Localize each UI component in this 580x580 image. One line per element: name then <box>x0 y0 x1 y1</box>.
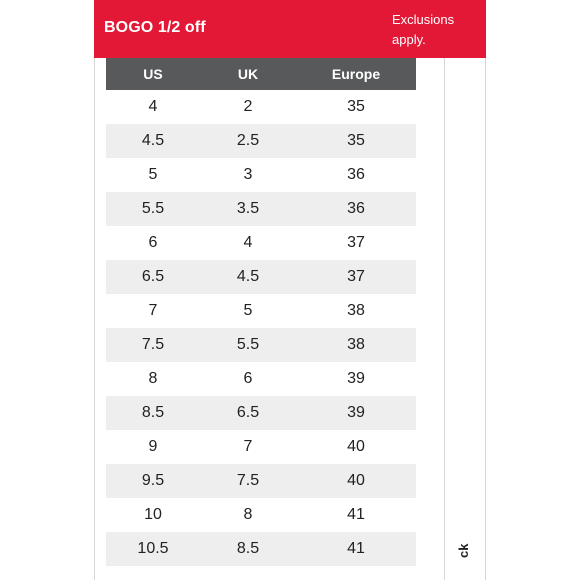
table-header-row <box>106 58 416 90</box>
uk-size-cell: 4.5 <box>200 260 296 294</box>
us-size-cell: 8.5 <box>106 396 200 430</box>
europe-size-cell: 39 <box>296 396 416 430</box>
europe-size-cell: 36 <box>296 192 416 226</box>
table-row <box>106 430 416 464</box>
table-row <box>106 464 416 498</box>
us-size-cell: 7.5 <box>106 328 200 362</box>
uk-size-cell: 8.5 <box>200 532 296 566</box>
table-row <box>106 90 416 124</box>
europe-size-cell: 37 <box>296 260 416 294</box>
uk-size-cell: 7.5 <box>200 464 296 498</box>
side-panel-text[interactable]: ck <box>456 543 471 558</box>
uk-size-cell: 3.5 <box>200 192 296 226</box>
europe-size-cell: 35 <box>347 98 365 115</box>
europe-size-cell: 37 <box>347 234 365 251</box>
table-row <box>106 362 416 396</box>
uk-size-cell: 7 <box>243 438 253 455</box>
uk-size-cell: 3 <box>243 166 253 183</box>
uk-size-cell: 5.5 <box>200 328 296 362</box>
table-row <box>106 328 416 362</box>
us-size-cell: 7 <box>148 302 158 319</box>
europe-size-cell: 40 <box>347 438 365 455</box>
europe-size-cell: 38 <box>347 302 365 319</box>
us-size-cell: 6.5 <box>106 260 200 294</box>
size-chart-body <box>106 90 416 566</box>
table-row <box>106 294 416 328</box>
size-chart-table <box>106 58 416 566</box>
europe-size-cell: 35 <box>296 124 416 158</box>
us-size-cell: 10 <box>144 506 162 523</box>
promo-title: BOGO 1/2 off <box>104 19 206 36</box>
uk-size-cell: 2.5 <box>200 124 296 158</box>
us-size-cell: 8 <box>148 370 158 387</box>
table-row <box>106 498 416 532</box>
europe-size-cell: 39 <box>347 370 365 387</box>
panel-divider <box>444 58 445 580</box>
us-size-cell: 9 <box>148 438 158 455</box>
table-row <box>106 396 416 430</box>
europe-size-cell: 38 <box>296 328 416 362</box>
us-size-cell: 4 <box>148 98 158 115</box>
us-size-cell: 5.5 <box>106 192 200 226</box>
us-size-cell: 10.5 <box>106 532 200 566</box>
column-header-europe: Europe <box>296 58 416 90</box>
europe-size-cell: 41 <box>347 506 365 523</box>
europe-size-cell: 41 <box>296 532 416 566</box>
europe-size-cell: 40 <box>296 464 416 498</box>
us-size-cell: 4.5 <box>106 124 200 158</box>
uk-size-cell: 6.5 <box>200 396 296 430</box>
us-size-cell: 9.5 <box>106 464 200 498</box>
column-header-us: US <box>106 58 200 90</box>
promo-exclusions-note: Exclusions apply. <box>392 12 455 47</box>
table-row <box>106 124 416 158</box>
table-row <box>106 532 416 566</box>
uk-size-cell: 4 <box>243 234 253 251</box>
uk-size-cell: 2 <box>243 98 253 115</box>
table-row <box>106 226 416 260</box>
uk-size-cell: 5 <box>243 302 253 319</box>
us-size-cell: 5 <box>148 166 158 183</box>
europe-size-cell: 36 <box>347 166 365 183</box>
us-size-cell: 6 <box>148 234 158 251</box>
table-row <box>106 192 416 226</box>
left-divider <box>94 58 95 580</box>
promo-banner[interactable] <box>94 0 486 58</box>
table-row <box>106 158 416 192</box>
uk-size-cell: 6 <box>243 370 253 387</box>
table-row <box>106 260 416 294</box>
uk-size-cell: 8 <box>243 506 253 523</box>
column-header-uk: UK <box>200 58 296 90</box>
right-divider <box>485 58 486 580</box>
